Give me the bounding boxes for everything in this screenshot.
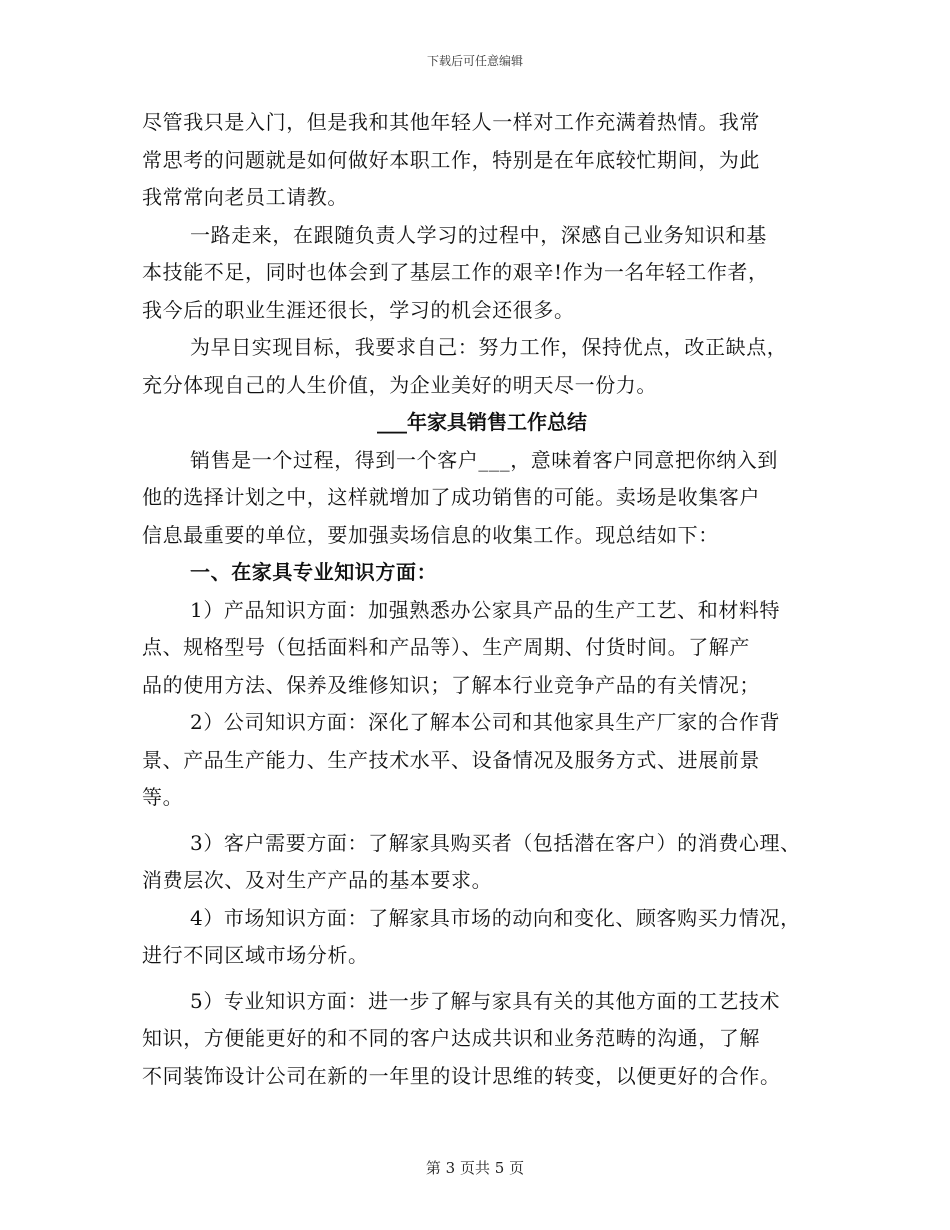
text-line: 点、规格型号（包括面料和产品等）、生产周期、付货时间。了解产 [142,635,750,659]
paragraph [142,104,822,217]
section-title: ___年家具销售工作总结 [377,410,587,434]
subheading: 一、在家具专业知识方面： [190,560,438,584]
paragraph [142,329,822,404]
text-line: 尽管我只是入门，但是我和其他年轻人一样对工作充满着热情。我常 [142,110,760,134]
document-body [142,104,822,1095]
page-header: 下载后可任意编辑 [426,54,523,68]
text-line: 消费层次、及对生产产品的基本要求。 [142,868,493,892]
text-line: 5）专业知识方面：进一步了解与家具有关的其他方面的工艺技术 [190,988,781,1013]
text-line: 知识，方便能更好的和不同的客户达成共识和业务范畴的沟通，了解 [142,1026,760,1050]
list-item [142,592,822,705]
text-line: 信息最重要的单位，要加强卖场信息的收集工作。现总结如下： [142,522,719,547]
text-line: 品的使用方法、保养及维修知识；了解本行业竞争产品的有关情况； [142,672,760,697]
list-item [142,704,822,817]
paragraph [142,217,822,330]
text-line: 2）公司知识方面：深化了解本公司和其他家具生产厂家的合作背 [190,710,781,734]
list-item [142,825,822,900]
text-line: 我今后的职业生涯还很长，学习的机会还很多。 [142,297,575,322]
text-line: 等。 [142,785,184,809]
text-line: 为早日实现目标，我要求自己：努力工作，保持优点，改正缺点， [190,335,788,359]
text-line: 我常常向老员工请教。 [142,185,348,209]
text-line: 3）客户需要方面：了解家具购买者（包括潜在客户）的消费心理、 [190,830,801,855]
text-line: 4）市场知识方面：了解家具市场的动向和变化、顾客购买力情况， [190,905,801,930]
text-line: 一路走来，在跟随负责人学习的过程中，深感自己业务知识和基 [190,222,767,247]
page-footer: 第 3 页共 5 页 [425,1159,525,1177]
text-line: 进行不同区域市场分析。 [142,943,369,967]
text-line: 不同装饰设计公司在新的一年里的设计思维的转变，以便更好的合作。 [142,1063,781,1088]
text-line: 销售是一个过程，得到一个客户___，意味着客户同意把你纳入到 [190,447,778,472]
intro-paragraph [142,442,822,555]
list-item [142,983,822,1096]
text-line: 常思考的问题就是如何做好本职工作，特别是在年底较忙期间，为此 [142,147,760,172]
text-line: 他的选择计划之中，这样就增加了成功销售的可能。卖场是收集客户 [142,485,760,509]
text-line: 充分体现自己的人生价值，为企业美好的明天尽一份力。 [142,372,657,397]
text-line: 景、产品生产能力、生产技术水平、设备情况及服务方式、进展前景 [142,747,760,772]
list-item [142,900,822,975]
text-line: 1）产品知识方面：加强熟悉办公家具产品的生产工艺、和材料特 [190,597,781,622]
text-line: 本技能不足，同时也体会到了基层工作的艰辛!作为一名年轻工作者， [142,260,769,284]
